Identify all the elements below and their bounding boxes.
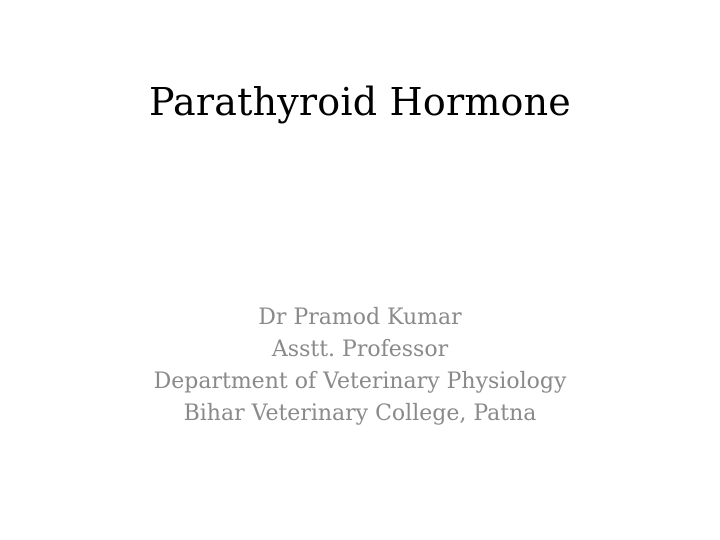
slide-subtitle	[0, 302, 720, 430]
author-name: Dr Pramod Kumar	[258, 305, 462, 330]
author-institution: Bihar Veterinary College, Patna	[183, 401, 537, 426]
author-department: Department of Veterinary Physiology	[153, 369, 567, 394]
slide-title: Parathyroid Hormone	[148, 80, 571, 124]
author-position: Asstt. Professor	[271, 337, 449, 362]
